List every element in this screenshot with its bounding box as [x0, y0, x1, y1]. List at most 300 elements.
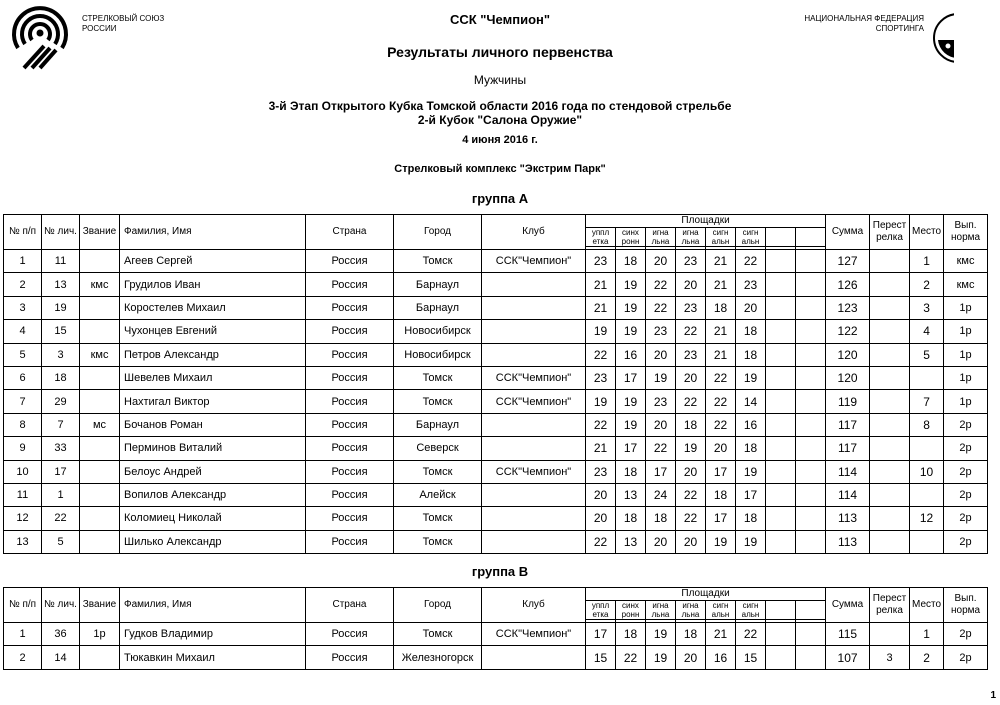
- cell-place: 12: [910, 507, 944, 530]
- cell-score-7: [766, 437, 796, 460]
- event-title: 3-й Этап Открытого Кубка Томской области 2016 года по стендовой стрельбе: [268, 99, 732, 113]
- cell-score-1: 23: [586, 250, 616, 273]
- cell-shootoff: [870, 390, 910, 413]
- cell-score-7: [766, 343, 796, 366]
- cell-score-1: 21: [586, 437, 616, 460]
- cell-score-4: 20: [676, 530, 706, 553]
- cell-score-8: [796, 390, 826, 413]
- col-header-rank: Звание: [80, 588, 120, 623]
- cell-sum: 117: [826, 413, 870, 436]
- cell-score-3: 17: [646, 460, 676, 483]
- cell-num: 2: [4, 273, 42, 296]
- cell-country: Россия: [306, 343, 394, 366]
- cell-score-4: 22: [676, 390, 706, 413]
- cell-club: [482, 273, 586, 296]
- cell-club: ССК"Чемпион": [482, 623, 586, 646]
- cell-place: 2: [910, 273, 944, 296]
- cell-score-6: 17: [736, 483, 766, 506]
- table-row: [4, 437, 988, 460]
- cell-country: Россия: [306, 646, 394, 669]
- cell-score-5: 22: [706, 390, 736, 413]
- cell-score-5: 17: [706, 507, 736, 530]
- cell-rank: [80, 320, 120, 343]
- category: Мужчины: [473, 73, 527, 87]
- cell-score-7: [766, 646, 796, 669]
- cell-country: Россия: [306, 250, 394, 273]
- cell-rank: [80, 483, 120, 506]
- cell-norm: 1р: [944, 390, 988, 413]
- group-b-title: группа В: [471, 564, 529, 579]
- cell-name: Грудилов Иван: [120, 273, 306, 296]
- cell-norm: 2р: [944, 437, 988, 460]
- cell-sum: 120: [826, 343, 870, 366]
- cell-score-3: 19: [646, 366, 676, 389]
- cell-city: Томск: [394, 390, 482, 413]
- table-row: [4, 413, 988, 436]
- cell-score-8: [796, 460, 826, 483]
- table-row: [4, 460, 988, 483]
- cell-score-2: 19: [616, 413, 646, 436]
- col-header-round-3: игна льна: [646, 601, 676, 620]
- cell-score-6: 18: [736, 507, 766, 530]
- org-right-line2: СПОРТИНГА: [875, 24, 924, 33]
- cell-num: 3: [4, 296, 42, 319]
- cell-score-1: 17: [586, 623, 616, 646]
- cell-score-2: 18: [616, 250, 646, 273]
- cell-score-1: 20: [586, 507, 616, 530]
- cell-score-6: 14: [736, 390, 766, 413]
- cell-rank: [80, 250, 120, 273]
- cell-lic: 3: [42, 343, 80, 366]
- col-header-round-4: игна льна: [676, 601, 706, 620]
- cell-num: 2: [4, 646, 42, 669]
- cell-shootoff: [870, 296, 910, 319]
- col-header-city: Город: [394, 588, 482, 623]
- cell-shootoff: [870, 437, 910, 460]
- cell-rank: [80, 366, 120, 389]
- cell-rank: [80, 530, 120, 553]
- cell-shootoff: [870, 507, 910, 530]
- cell-score-6: 18: [736, 320, 766, 343]
- cell-city: Новосибирск: [394, 320, 482, 343]
- org-left-line2: РОССИИ: [82, 24, 117, 33]
- cell-score-8: [796, 483, 826, 506]
- cell-name: Шилько Александр: [120, 530, 306, 553]
- page-title: Результаты личного первенства: [387, 44, 613, 60]
- col-header-city: Город: [394, 215, 482, 250]
- cell-score-5: 18: [706, 483, 736, 506]
- cell-score-2: 18: [616, 623, 646, 646]
- cell-club: [482, 437, 586, 460]
- cell-club: [482, 646, 586, 669]
- col-header-num: № п/п: [4, 215, 42, 250]
- col-header-round-8: [796, 228, 826, 247]
- cell-name: Вопилов Александр: [120, 483, 306, 506]
- cell-lic: 5: [42, 530, 80, 553]
- col-header-round-5: сигн альн: [706, 601, 736, 620]
- cell-name: Чухонцев Евгений: [120, 320, 306, 343]
- cell-lic: 15: [42, 320, 80, 343]
- cell-name: Тюкавкин Михаил: [120, 646, 306, 669]
- cell-name: Петров Александр: [120, 343, 306, 366]
- cell-place: [910, 366, 944, 389]
- group-a-title: группа А: [471, 191, 529, 206]
- cell-score-7: [766, 623, 796, 646]
- cell-score-6: 22: [736, 623, 766, 646]
- cell-club: [482, 483, 586, 506]
- cell-name: Гудков Владимир: [120, 623, 306, 646]
- cell-sum: 123: [826, 296, 870, 319]
- cell-sum: 120: [826, 366, 870, 389]
- cell-lic: 7: [42, 413, 80, 436]
- col-header-round-1: уппл етка: [586, 228, 616, 247]
- cell-score-4: 22: [676, 507, 706, 530]
- cell-score-4: 19: [676, 437, 706, 460]
- cell-club: [482, 530, 586, 553]
- col-header-club: Клуб: [482, 215, 586, 250]
- results-table-group-a: [3, 214, 988, 554]
- cell-score-2: 19: [616, 320, 646, 343]
- page-number: 1: [990, 690, 996, 701]
- col-header-round-7: [766, 228, 796, 247]
- cell-score-4: 22: [676, 320, 706, 343]
- cell-city: Томск: [394, 530, 482, 553]
- col-header-norm: Вып. норма: [944, 215, 988, 250]
- cell-score-2: 17: [616, 366, 646, 389]
- cell-num: 7: [4, 390, 42, 413]
- cell-score-2: 22: [616, 646, 646, 669]
- table-row: [4, 273, 988, 296]
- cell-score-7: [766, 413, 796, 436]
- cell-lic: 13: [42, 273, 80, 296]
- cell-score-1: 21: [586, 273, 616, 296]
- cell-sum: 113: [826, 507, 870, 530]
- col-header-rounds: Площадки: [586, 215, 826, 228]
- cell-score-6: 18: [736, 437, 766, 460]
- cell-score-2: 19: [616, 296, 646, 319]
- cell-name: Шевелев Михаил: [120, 366, 306, 389]
- cell-country: Россия: [306, 413, 394, 436]
- col-header-round-6: сигн альн: [736, 228, 766, 247]
- cell-score-7: [766, 366, 796, 389]
- cell-sum: 119: [826, 390, 870, 413]
- table-row: [4, 507, 988, 530]
- cell-city: Томск: [394, 366, 482, 389]
- col-header-round-2: синх ронн: [616, 601, 646, 620]
- cell-score-1: 22: [586, 343, 616, 366]
- cell-sum: 114: [826, 483, 870, 506]
- col-header-round-3: игна льна: [646, 228, 676, 247]
- cell-score-4: 18: [676, 623, 706, 646]
- cell-score-5: 22: [706, 366, 736, 389]
- cell-lic: 17: [42, 460, 80, 483]
- col-header-country: Страна: [306, 215, 394, 250]
- col-header-shootoff: Перест релка: [870, 588, 910, 623]
- cell-score-4: 20: [676, 273, 706, 296]
- cell-score-6: 18: [736, 343, 766, 366]
- cell-club: [482, 320, 586, 343]
- cell-score-2: 16: [616, 343, 646, 366]
- col-header-rounds: Площадки: [586, 588, 826, 601]
- cell-score-8: [796, 343, 826, 366]
- cell-shootoff: [870, 623, 910, 646]
- cell-lic: 11: [42, 250, 80, 273]
- cell-sum: 126: [826, 273, 870, 296]
- cell-rank: [80, 507, 120, 530]
- cell-score-4: 20: [676, 366, 706, 389]
- cell-norm: 2р: [944, 530, 988, 553]
- cell-score-4: 20: [676, 646, 706, 669]
- cell-num: 1: [4, 250, 42, 273]
- cell-score-1: 19: [586, 390, 616, 413]
- cell-sum: 127: [826, 250, 870, 273]
- cell-lic: 29: [42, 390, 80, 413]
- cell-score-3: 22: [646, 273, 676, 296]
- cell-score-5: 21: [706, 623, 736, 646]
- cell-score-4: 23: [676, 296, 706, 319]
- cell-sum: 117: [826, 437, 870, 460]
- cell-country: Россия: [306, 530, 394, 553]
- cell-score-1: 21: [586, 296, 616, 319]
- col-header-round-8: [796, 601, 826, 620]
- cell-shootoff: 3: [870, 646, 910, 669]
- cell-country: Россия: [306, 273, 394, 296]
- col-header-rank: Звание: [80, 215, 120, 250]
- col-header-round-4: игна льна: [676, 228, 706, 247]
- cell-city: Барнаул: [394, 273, 482, 296]
- cell-score-2: 13: [616, 483, 646, 506]
- event-venue: Стрелковый комплекс "Экстрим Парк": [394, 163, 606, 175]
- cell-num: 4: [4, 320, 42, 343]
- cell-place: 3: [910, 296, 944, 319]
- cell-name: Агеев Сергей: [120, 250, 306, 273]
- cell-score-7: [766, 390, 796, 413]
- cell-rank: [80, 437, 120, 460]
- cell-country: Россия: [306, 390, 394, 413]
- cell-score-3: 20: [646, 343, 676, 366]
- cell-club: ССК"Чемпион": [482, 390, 586, 413]
- cell-rank: [80, 460, 120, 483]
- cell-lic: 22: [42, 507, 80, 530]
- cell-norm: 2р: [944, 413, 988, 436]
- cell-score-2: 17: [616, 437, 646, 460]
- table-row: [4, 250, 988, 273]
- cell-shootoff: [870, 320, 910, 343]
- cell-place: 7: [910, 390, 944, 413]
- cell-score-3: 18: [646, 507, 676, 530]
- cell-norm: 2р: [944, 646, 988, 669]
- cell-score-6: 15: [736, 646, 766, 669]
- table-row: [4, 343, 988, 366]
- cell-city: Томск: [394, 460, 482, 483]
- cell-num: 13: [4, 530, 42, 553]
- cell-shootoff: [870, 343, 910, 366]
- cell-score-5: 21: [706, 343, 736, 366]
- cell-city: Северск: [394, 437, 482, 460]
- cell-norm: кмс: [944, 273, 988, 296]
- cell-num: 9: [4, 437, 42, 460]
- col-header-round-2: синх ронн: [616, 228, 646, 247]
- cell-name: Белоус Андрей: [120, 460, 306, 483]
- cell-score-4: 23: [676, 343, 706, 366]
- cell-norm: 1р: [944, 296, 988, 319]
- table-row: [4, 390, 988, 413]
- cell-score-1: 20: [586, 483, 616, 506]
- table-row: [4, 320, 988, 343]
- cell-score-8: [796, 250, 826, 273]
- cell-place: [910, 483, 944, 506]
- col-header-place: Место: [910, 588, 944, 623]
- cell-score-4: 20: [676, 460, 706, 483]
- cell-country: Россия: [306, 483, 394, 506]
- cell-name: Коломиец Николай: [120, 507, 306, 530]
- col-header-name: Фамилия, Имя: [120, 588, 306, 623]
- cell-score-6: 19: [736, 530, 766, 553]
- cell-place: 4: [910, 320, 944, 343]
- cell-shootoff: [870, 273, 910, 296]
- cell-club: [482, 296, 586, 319]
- cell-sum: 107: [826, 646, 870, 669]
- cell-score-6: 19: [736, 366, 766, 389]
- cell-score-6: 20: [736, 296, 766, 319]
- col-header-sum: Сумма: [826, 588, 870, 623]
- cell-score-2: 13: [616, 530, 646, 553]
- cell-score-5: 17: [706, 460, 736, 483]
- cell-name: Бочанов Роман: [120, 413, 306, 436]
- cell-score-1: 19: [586, 320, 616, 343]
- cell-lic: 14: [42, 646, 80, 669]
- cell-score-3: 23: [646, 390, 676, 413]
- cell-score-6: 23: [736, 273, 766, 296]
- cell-score-1: 23: [586, 366, 616, 389]
- cell-city: Барнаул: [394, 413, 482, 436]
- cell-num: 8: [4, 413, 42, 436]
- col-header-shootoff: Перест релка: [870, 215, 910, 250]
- table-row: [4, 483, 988, 506]
- col-header-place: Место: [910, 215, 944, 250]
- cell-score-5: 16: [706, 646, 736, 669]
- cell-place: [910, 530, 944, 553]
- cell-score-8: [796, 437, 826, 460]
- results-table-group-b: [3, 587, 988, 670]
- table-row: [4, 646, 988, 669]
- cell-num: 1: [4, 623, 42, 646]
- cell-sum: 115: [826, 623, 870, 646]
- cell-country: Россия: [306, 623, 394, 646]
- cell-rank: [80, 390, 120, 413]
- cell-score-7: [766, 460, 796, 483]
- cell-rank: кмс: [80, 273, 120, 296]
- cell-club: ССК"Чемпион": [482, 250, 586, 273]
- cell-num: 5: [4, 343, 42, 366]
- cell-score-7: [766, 273, 796, 296]
- cell-rank: кмс: [80, 343, 120, 366]
- cell-score-3: 24: [646, 483, 676, 506]
- cell-num: 11: [4, 483, 42, 506]
- cell-place: 10: [910, 460, 944, 483]
- col-header-sum: Сумма: [826, 215, 870, 250]
- cell-score-8: [796, 366, 826, 389]
- cell-score-8: [796, 413, 826, 436]
- cell-norm: 1р: [944, 320, 988, 343]
- cell-name: Коростелев Михаил: [120, 296, 306, 319]
- cell-lic: 1: [42, 483, 80, 506]
- cell-norm: кмс: [944, 250, 988, 273]
- cell-score-4: 22: [676, 483, 706, 506]
- cell-country: Россия: [306, 507, 394, 530]
- table-row: [4, 296, 988, 319]
- cell-score-4: 23: [676, 250, 706, 273]
- cell-norm: 1р: [944, 366, 988, 389]
- cell-score-8: [796, 273, 826, 296]
- cell-num: 10: [4, 460, 42, 483]
- col-header-round-6: сигн альн: [736, 601, 766, 620]
- cell-place: 5: [910, 343, 944, 366]
- cell-score-3: 22: [646, 296, 676, 319]
- col-header-name: Фамилия, Имя: [120, 215, 306, 250]
- col-header-round-7: [766, 601, 796, 620]
- cell-score-5: 20: [706, 437, 736, 460]
- org-right-line1: НАЦИОНАЛЬНАЯ ФЕДЕРАЦИЯ: [804, 14, 924, 23]
- cell-score-7: [766, 530, 796, 553]
- cell-shootoff: [870, 483, 910, 506]
- cell-shootoff: [870, 530, 910, 553]
- cell-norm: 1р: [944, 343, 988, 366]
- cell-score-5: 21: [706, 273, 736, 296]
- org-left-line1: СТРЕЛКОВЫЙ СОЮЗ: [82, 14, 165, 23]
- cell-club: ССК"Чемпион": [482, 366, 586, 389]
- table-row: [4, 366, 988, 389]
- cell-country: Россия: [306, 366, 394, 389]
- cell-shootoff: [870, 366, 910, 389]
- cell-score-4: 18: [676, 413, 706, 436]
- cell-score-3: 20: [646, 250, 676, 273]
- cell-num: 12: [4, 507, 42, 530]
- cell-sum: 114: [826, 460, 870, 483]
- cell-score-7: [766, 507, 796, 530]
- cell-score-5: 19: [706, 530, 736, 553]
- cell-norm: 2р: [944, 483, 988, 506]
- cell-city: Томск: [394, 623, 482, 646]
- cell-score-5: 21: [706, 320, 736, 343]
- cell-score-6: 22: [736, 250, 766, 273]
- cell-num: 6: [4, 366, 42, 389]
- cell-score-8: [796, 646, 826, 669]
- cell-score-3: 19: [646, 646, 676, 669]
- cell-score-1: 22: [586, 413, 616, 436]
- cell-club: ССК"Чемпион": [482, 460, 586, 483]
- table-row: [4, 530, 988, 553]
- cell-norm: 2р: [944, 460, 988, 483]
- cell-score-2: 18: [616, 507, 646, 530]
- col-header-round-1: уппл етка: [586, 601, 616, 620]
- event-date: 4 июня 2016 г.: [462, 134, 538, 146]
- cell-sum: 113: [826, 530, 870, 553]
- cell-city: Барнаул: [394, 296, 482, 319]
- cell-country: Россия: [306, 437, 394, 460]
- cell-score-8: [796, 623, 826, 646]
- table-row: [4, 623, 988, 646]
- cell-score-7: [766, 250, 796, 273]
- col-header-round-5: сигн альн: [706, 228, 736, 247]
- cell-norm: 2р: [944, 623, 988, 646]
- col-header-lic: № лич.: [42, 588, 80, 623]
- col-header-norm: Вып. норма: [944, 588, 988, 623]
- cell-score-1: 15: [586, 646, 616, 669]
- cell-lic: 19: [42, 296, 80, 319]
- cell-rank: мс: [80, 413, 120, 436]
- cell-place: 2: [910, 646, 944, 669]
